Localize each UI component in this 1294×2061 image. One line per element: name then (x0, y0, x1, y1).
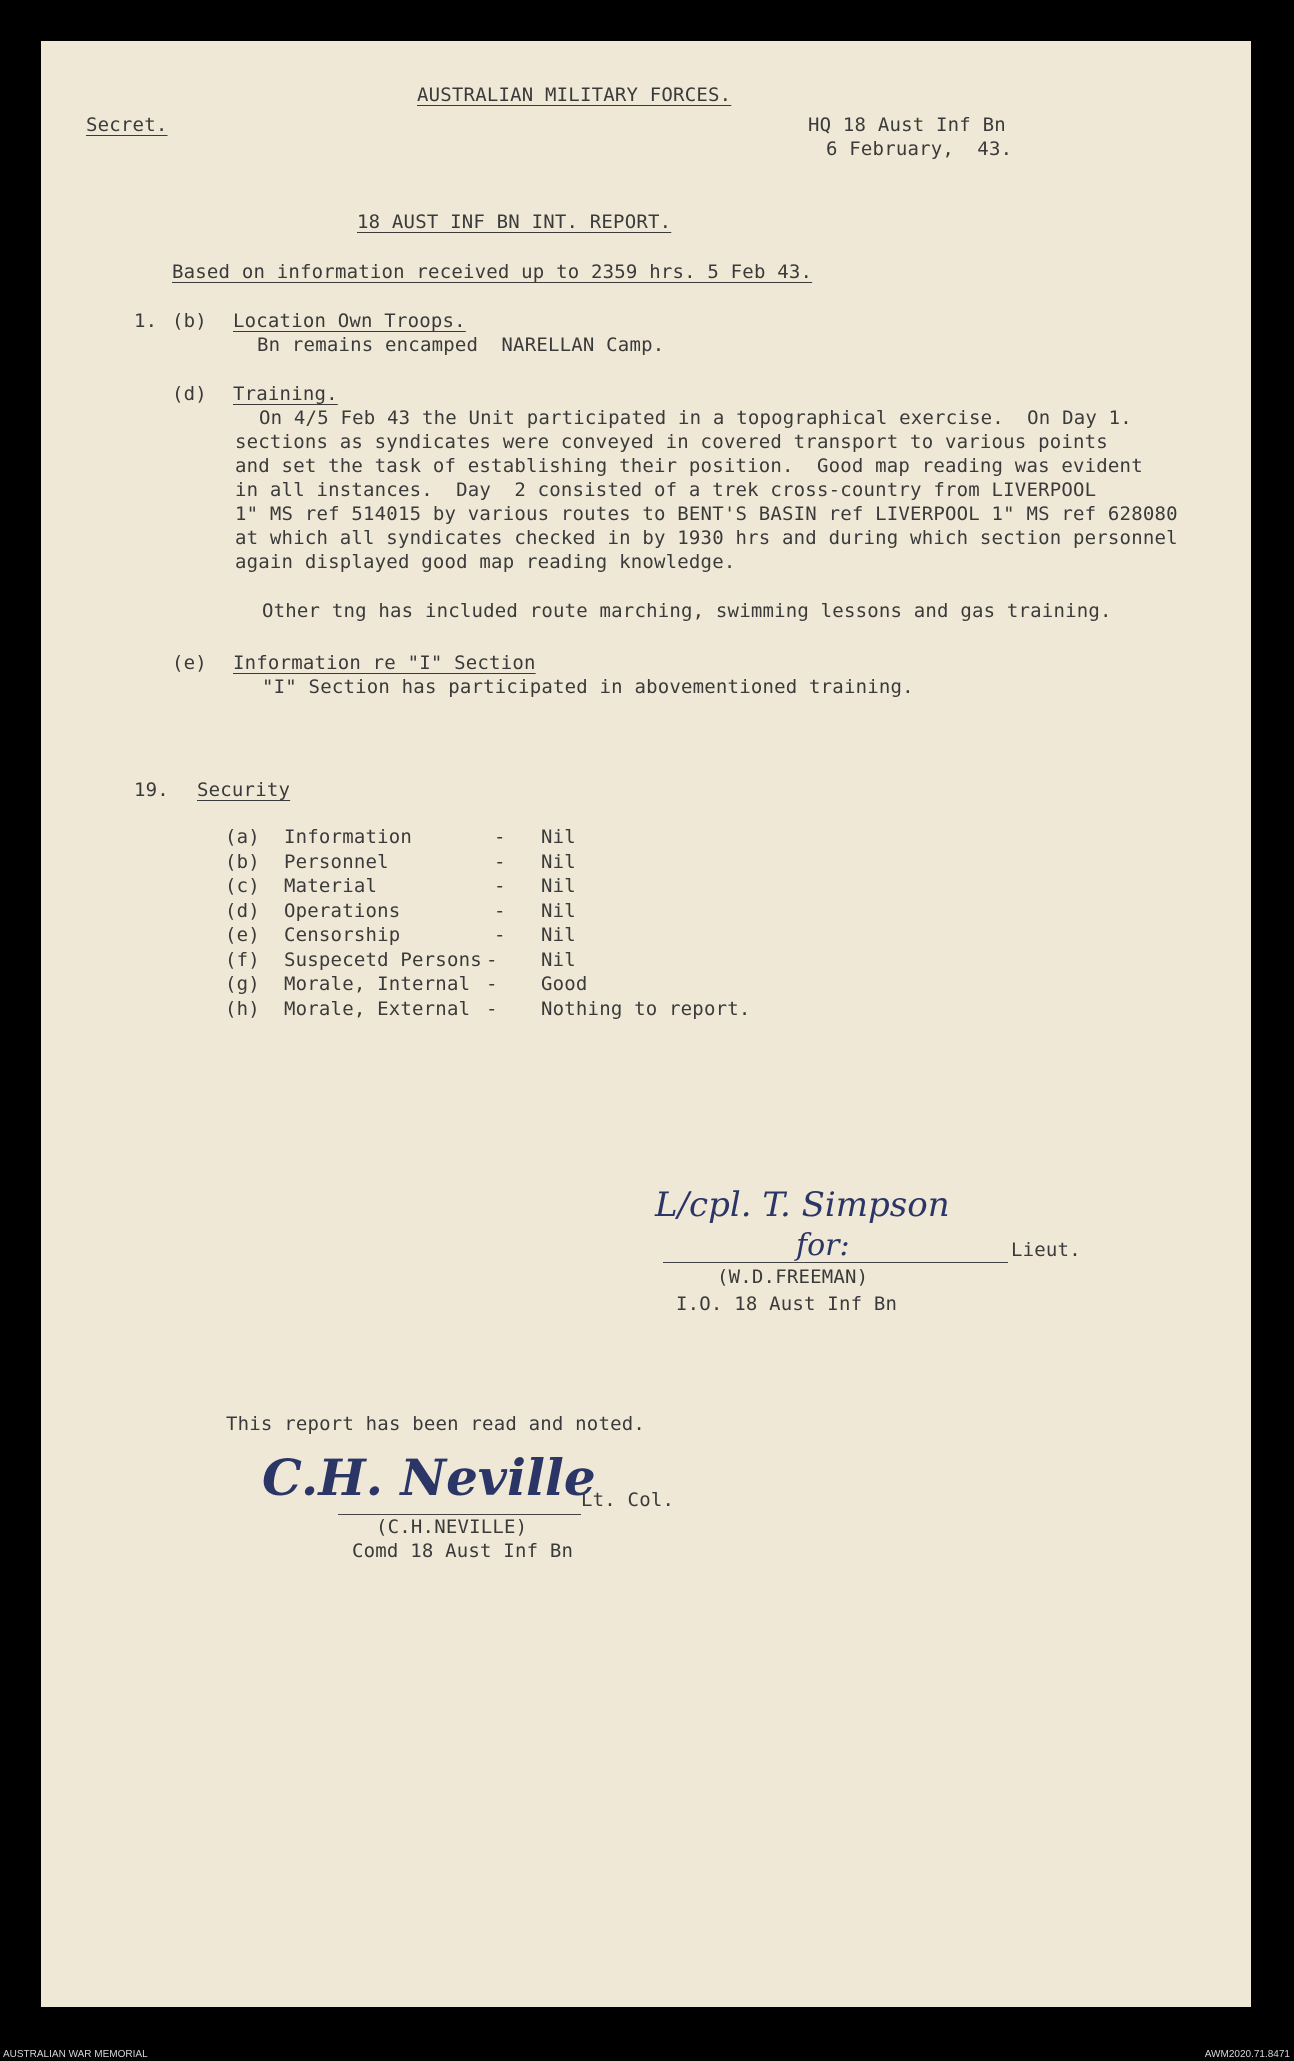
security-item-dash: - (486, 998, 498, 1020)
security-item-marker: (b) (225, 851, 260, 873)
signature-line (663, 1262, 1008, 1263)
org-heading: AUSTRALIAN MILITARY FORCES. (417, 84, 732, 106)
security-item-marker: (a) (225, 826, 260, 848)
section-19-number: 19. (134, 779, 169, 801)
security-item-value: Nothing to report. (541, 998, 751, 1020)
security-item-value: Nil (541, 875, 576, 897)
signature-neville: C.H. Neville (262, 1448, 596, 1507)
training-line: in all instances. Day 2 consisted of a trek cross-country from LIVERPOOL (235, 479, 1097, 501)
section-1d-marker: (d) (172, 383, 207, 405)
section-1b-body: Bn remains encamped NARELLAN Camp. (257, 334, 665, 356)
signature-2-role: Comd 18 Aust Inf Bn (352, 1540, 574, 1562)
security-item-marker: (f) (225, 949, 260, 971)
training-line: again displayed good map reading knowledge. (235, 551, 736, 573)
security-item-label: Information (284, 826, 413, 848)
signature-for: for: (796, 1228, 850, 1263)
security-item-dash: - (494, 875, 506, 897)
section-1e-body: "I" Section has participated in abovementioned training. (262, 676, 914, 698)
security-item-dash: - (486, 973, 498, 995)
security-item-marker: (g) (225, 973, 260, 995)
security-item-marker: (e) (225, 924, 260, 946)
security-item-value: Good (541, 973, 588, 995)
security-item-dash: - (494, 826, 506, 848)
training-line: sections as syndicates were conveyed in covered transport to various points (235, 431, 1108, 453)
footer-accession: AWM2020.71.8471 (1204, 2049, 1290, 2060)
security-item-dash: - (494, 924, 506, 946)
report-title: 18 AUST INF BN INT. REPORT. (357, 211, 672, 233)
date-line: 6 February, 43. (826, 138, 1013, 160)
security-item-marker: (c) (225, 875, 260, 897)
report-basis: Based on information received up to 2359 hrs. 5 Feb 43. (172, 261, 813, 283)
other-training: Other tng has included route marching, swimming lessons and gas training. (262, 600, 1112, 622)
section-1b-marker: (b) (172, 310, 207, 332)
training-line: at which all syndicates checked in by 1930 hrs and during which section personnel (235, 527, 1178, 549)
section-19-heading: Security (197, 779, 291, 801)
signature-1-role: I.O. 18 Aust Inf Bn (676, 1293, 898, 1315)
security-item-label: Operations (284, 900, 401, 922)
security-item-marker: (h) (225, 998, 260, 1020)
section-1b-heading: Location Own Troops. (233, 310, 466, 332)
signature-simpson: L/cpl. T. Simpson (655, 1185, 950, 1225)
security-item-label: Personnel (284, 851, 389, 873)
hq-line: HQ 18 Aust Inf Bn (808, 114, 1006, 136)
security-item-label: Censorship (284, 924, 401, 946)
signature-line (338, 1514, 581, 1515)
signature-2-rank: Lt. Col. (581, 1489, 675, 1511)
classification: Secret. (86, 114, 168, 136)
training-line: 1" MS ref 514015 by various routes to BENT'S BASIN ref LIVERPOOL 1" MS ref 628080 (235, 503, 1178, 525)
security-item-label: Morale, Internal (284, 973, 471, 995)
section-1-number: 1. (134, 310, 158, 332)
security-item-value: Nil (541, 851, 576, 873)
security-item-dash: - (486, 949, 498, 971)
training-line: On 4/5 Feb 43 the Unit participated in a topographical exercise. On Day 1. (259, 407, 1132, 429)
section-1e-heading: Information re "I" Section (233, 652, 536, 674)
security-item-label: Morale, External (284, 998, 471, 1020)
signature-1-rank: Lieut. (1011, 1239, 1081, 1261)
security-item-value: Nil (541, 826, 576, 848)
section-1d-heading: Training. (233, 383, 338, 405)
signature-2-name: (C.H.NEVILLE) (376, 1516, 528, 1538)
security-item-dash: - (494, 900, 506, 922)
security-item-value: Nil (541, 900, 576, 922)
security-item-label: Suspecetd Persons (284, 949, 482, 971)
security-item-label: Material (284, 875, 378, 897)
security-item-value: Nil (541, 949, 576, 971)
security-item-marker: (d) (225, 900, 260, 922)
signature-1-name: (W.D.FREEMAN) (717, 1266, 869, 1288)
training-line: and set the task of establishing their position. Good map reading was evident (235, 455, 1143, 477)
security-item-dash: - (494, 851, 506, 873)
security-item-value: Nil (541, 924, 576, 946)
footer-source: AUSTRALIAN WAR MEMORIAL (3, 2049, 148, 2060)
section-1e-marker: (e) (172, 652, 207, 674)
acknowledgement-text: This report has been read and noted. (226, 1413, 646, 1435)
